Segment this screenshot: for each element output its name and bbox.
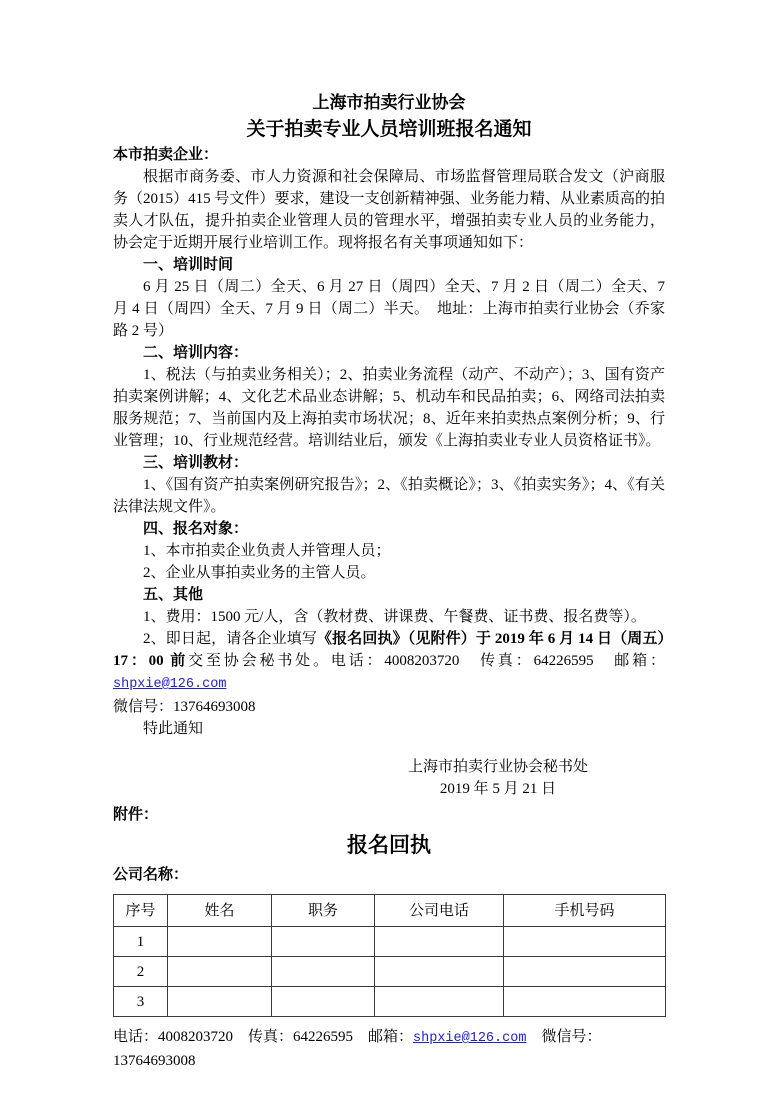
email-link[interactable]: shpxie@126.com xyxy=(413,1031,527,1046)
row-number-cell: 3 xyxy=(114,987,168,1017)
org-title: 上海市拍卖行业协会 xyxy=(312,93,466,112)
item-2-prefix: 2、即日起，请各企业填写 xyxy=(143,631,317,647)
position-cell xyxy=(272,957,375,987)
section-1-body: 6 月 25 日（周二）全天、6 月 27 日（周四）全天、7 月 2 日（周二）全天、7 月 4 日（周四）全天、7 月 9 日（周二）半天。 地址：上海市拍卖行业协会（乔家路 2 号） xyxy=(113,279,665,339)
mobile-cell xyxy=(504,987,666,1017)
company-phone-cell xyxy=(375,927,504,957)
item-2-wechat: 微信号：13764693008 xyxy=(113,699,256,715)
column-header-name: 姓名 xyxy=(168,895,272,927)
name-cell xyxy=(168,987,272,1017)
section-2-body: 1、税法（与拍卖业务相关）；2、拍卖业务流程（动产、不动产）；3、国有资产拍卖案例讲解；4、文化艺术品业态讲解；5、机动车和民品拍卖；6、网络司法拍卖服务规范；7、当前国内及上海拍卖市场状况；8、近年来拍卖热点案例分析；9、行业管理；10、行业规范经营。培训结业后，颁发《上海拍卖业专业人员资格证书》。 xyxy=(113,367,665,449)
reply-form-table xyxy=(113,894,666,1017)
section-4-heading: 四、报名对象： xyxy=(143,521,249,537)
table-row xyxy=(114,927,666,957)
section-2-heading: 二、培训内容： xyxy=(143,345,249,361)
column-header-mobile: 手机号码 xyxy=(504,895,666,927)
item-2-deadline: 《报名回执》（见附件）于 2019 年 6 月 14 日（周五）17：00 前 xyxy=(113,631,665,669)
footer-wechat: 微信号：13764693008 xyxy=(113,1029,602,1069)
signature-org: 上海市拍卖行业协会秘书处 xyxy=(407,759,588,775)
company-phone-cell xyxy=(375,957,504,987)
table-header-row xyxy=(114,895,666,927)
position-cell xyxy=(272,987,375,1017)
section-4-item-1: 1、本市拍卖企业负责人并管理人员； xyxy=(143,543,391,559)
intro-paragraph: 根据市商务委、市人力资源和社会保障局、市场监督管理局联合发文（沪商服务（2015）415 号文件）要求，建设一支创新精神强、业务能力精、从业素质高的拍卖人才队伍，提升拍卖企业管理人员的管理水平，增强拍卖专业人员的业务能力，协会定于近期开展行业培训工作。现将报名有关事项通知如下： xyxy=(113,169,665,251)
notice-title: 关于拍卖专业人员培训班报名通知 xyxy=(246,119,532,140)
email-link[interactable]: shpxie@126.com xyxy=(113,677,227,692)
name-cell xyxy=(168,957,272,987)
salutation: 本市拍卖企业： xyxy=(113,147,219,163)
section-5-item-2 xyxy=(113,628,665,718)
signature-block xyxy=(408,756,588,800)
mobile-cell xyxy=(504,957,666,987)
attachment-label: 附件： xyxy=(113,807,159,823)
closing-line: 特此通知 xyxy=(143,721,204,737)
name-cell xyxy=(168,927,272,957)
column-header-position: 职务 xyxy=(272,895,375,927)
signature-date: 2019 年 5 月 21 日 xyxy=(439,781,557,797)
section-4-item-2: 2、企业从事拍卖业务的主管人员。 xyxy=(143,565,376,581)
row-number-cell: 2 xyxy=(114,957,168,987)
section-3-body: 1、《国有资产拍卖案例研究报告》；2、《拍卖概论》；3、《拍卖实务》；4、《有关法律法规文件》。 xyxy=(113,477,665,515)
row-number-cell: 1 xyxy=(114,927,168,957)
company-phone-cell xyxy=(375,987,504,1017)
company-name-label: 公司名称： xyxy=(113,867,189,883)
section-5-heading: 五、其他 xyxy=(143,587,204,603)
section-3-heading: 三、培训教材： xyxy=(143,455,249,471)
mobile-cell xyxy=(504,927,666,957)
section-5-item-1: 1、费用：1500 元/人，含（教材费、讲课费、午餐费、证书费、报名费等）。 xyxy=(143,609,646,625)
column-header-company-phone: 公司电话 xyxy=(375,895,504,927)
table-row xyxy=(114,987,666,1017)
table-row xyxy=(114,957,666,987)
column-header-index: 序号 xyxy=(114,895,168,927)
contact-footer xyxy=(113,1026,665,1072)
footer-contacts: 电话：4008203720 传真：64226595 邮箱： xyxy=(113,1029,414,1045)
section-1-heading: 一、培训时间 xyxy=(143,257,234,273)
position-cell xyxy=(272,927,375,957)
attachment-title: 报名回执 xyxy=(347,833,431,857)
item-2-contacts: 交至协会秘书处。电话：4008203720 传真：64226595 邮箱： xyxy=(188,653,665,669)
